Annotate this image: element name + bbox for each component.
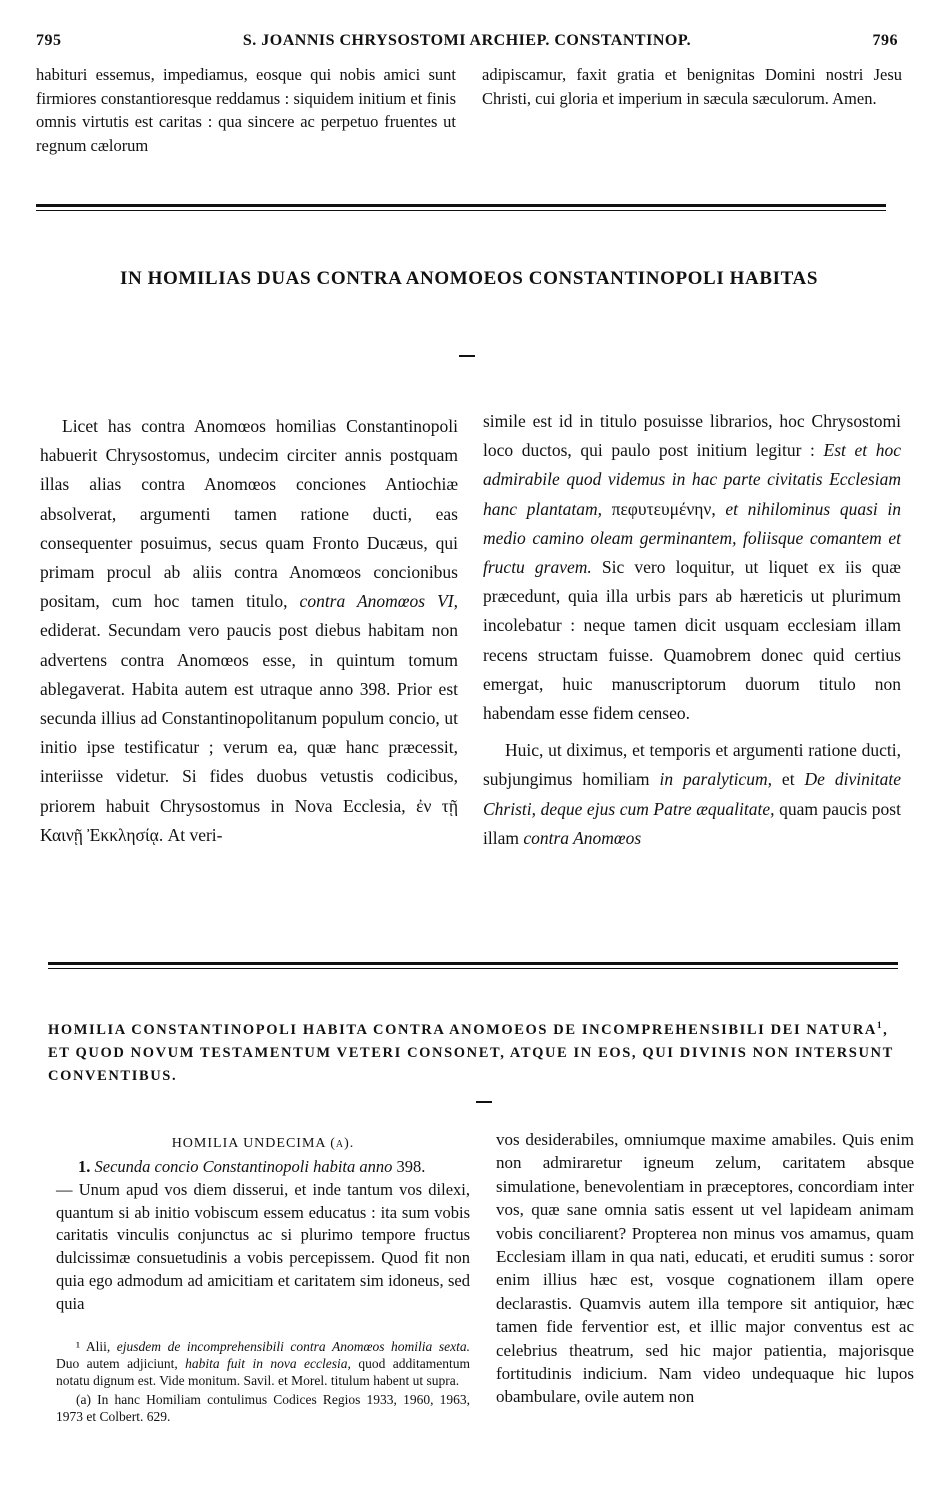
title-dash bbox=[459, 355, 475, 357]
homily-column-right bbox=[496, 1128, 914, 1409]
paragraph-number: 1. bbox=[78, 1157, 91, 1176]
homily-title bbox=[48, 1014, 910, 1088]
homily-right-text: vos desiderabiles, omniumque maxime amabiles. Quis enim non admiraretur igneum zelum, caritatem absque simulatione, benevolentiam in præceptores, concordiam inter vos, quæ sane omnia satis essent ut vel lapideam animam vobis conciliarent? Propterea non minus vos amamus, quam Ecclesiam illam in qua nati, educati, et eruditi sumus : soror enim illius hæc est, vosque cognationem illam opere declarastis. Quamvis autem illa tempore sit antiquior, hæc tamen fide ferventior est, et illic major conventus est ac celebrius theatrum, sed hic major patientia, majorisque fortitudinis indicium. Nam video undequaque hic lupos obambulare, ovile autem non bbox=[496, 1130, 914, 1407]
text-segment: Huic, ut diximus, et temporis et argumenti ratione ducti, subjungimus homiliam bbox=[483, 740, 901, 790]
italic-segment: contra Anomœos VI bbox=[299, 591, 454, 612]
text-segment: simile est id in titulo posuisse librarios, hoc Chrysostomi loco ductos, qui paulo post initium legitur : bbox=[483, 411, 901, 461]
homily-title-footnote-marker: 1 bbox=[876, 1020, 884, 1030]
text-segment: πεφυτευμένην, bbox=[602, 498, 726, 519]
section-divider-top bbox=[36, 204, 886, 211]
page-number-left: 795 bbox=[36, 32, 62, 49]
intro-left-paragraph bbox=[40, 412, 458, 850]
homily-left-text: — Unum apud vos diem disserui, et inde tantum vos dilexi, quantum si ab initio vobiscum essem educatus : ita sum vobis caritatis vinculis conjunctus ac si plurimo tempore fructus dulcissimæ consuetudinis a vobis percepissem. Quod fit non quia ego admodum ad amicitiam et caritatem sim idoneus, sed quia bbox=[56, 1179, 470, 1313]
italic-segment: habita fuit in nova ecclesia, bbox=[185, 1355, 351, 1371]
text-segment: Duo autem adjiciunt, bbox=[56, 1355, 186, 1371]
page-number-right: 796 bbox=[872, 32, 898, 49]
intro-right-paragraph-2 bbox=[483, 736, 901, 853]
homily-title-main: HOMILIA CONSTANTINOPOLI HABITA CONTRA ANOMOEOS DE INCOMPREHENSIBILI DEI NATURA bbox=[48, 1021, 877, 1038]
homily-left-body bbox=[56, 1156, 470, 1316]
homily-column-left bbox=[56, 1136, 470, 1427]
intro-column-left bbox=[40, 412, 458, 850]
running-head bbox=[36, 32, 898, 56]
section-divider-bottom bbox=[48, 962, 898, 969]
italic-segment: et nihilominus quasi in medio camino oleam germinantem, foliisque comantem et fructu gravem. bbox=[483, 498, 902, 578]
footnotes bbox=[56, 1338, 470, 1425]
italic-segment: De divinitate Christi, deque ejus cum Patre æqualitate, bbox=[483, 769, 901, 819]
text-segment: , ediderat. Secundam vero paucis post diebus habitam non advertens contra Anomœos esse, in quintum tomum ablegaverat. Habita autem est utraque anno 398. Prior est secunda illius ad Constantinopolitanum populum concio, ut initio ipse testificatur ; verum ea, quæ hanc præcessit, interiisse videtur. Si fides duobus vetustis codicibus, priorem habuit Chrysostomus in Nova Ecclesia, ἐν τῇ Καινῇ Ἐκκλησίᾳ. At veri- bbox=[40, 591, 458, 845]
homily-title-dash bbox=[476, 1101, 492, 1103]
text-segment: quod additamentum notatu dignum est. Vide monitum. Savil. et Morel. titulum habent ut supra. bbox=[56, 1355, 470, 1388]
italic-segment: Est et hoc admirabile quod videmus in hac parte civitatis Ecclesiam hanc plantatam, bbox=[483, 440, 901, 519]
intro-section-title: IN HOMILIAS DUAS CONTRA ANOMOEOS CONSTANTINOPOLI HABITAS bbox=[119, 268, 818, 289]
text-segment: quam paucis post illam bbox=[483, 798, 901, 848]
footnote-1 bbox=[56, 1338, 470, 1389]
italic-segment: in paralyticum, bbox=[659, 769, 772, 790]
text-segment: Licet has contra Anomœos homilias Constantinopoli habuerit Chrysostomus, undecim circiter annis postquam illas alias contra Anomœos conciones Antiochiæ absolverat, argumenti tamen ratione ducti, eas consequenter posuimus, secus quam Fronto Ducæus, qui primam procul ab aliis contra Anomœos concionibus positam, cum hoc tamen titulo, bbox=[40, 416, 458, 612]
intro-column-right bbox=[483, 407, 901, 853]
intro-right-paragraph-1 bbox=[483, 407, 901, 728]
top-left-text: habituri essemus, impediamus, eosque qui nobis amici sunt firmiores constantioresque reddamus : siquidem initium et finis omnis virtutis est caritas : qua sincere ac perpetuo fruentes ut regnum cælorum bbox=[36, 65, 456, 155]
homily-title-rest: , ET QUOD NOVUM TESTAMENTUM VETERI CONSONET, ATQUE IN EOS, QUI DIVINIS NON INTERSUNT CONVENTIBUS. bbox=[48, 1021, 894, 1084]
text-segment: et bbox=[771, 769, 805, 790]
top-column-left bbox=[36, 63, 456, 157]
footnote-2: (a) In hanc Homiliam contulimus Codices Regios 1933, 1960, 1963, 1973 et Colbert. 629. bbox=[56, 1391, 470, 1424]
running-title: S. JOANNIS CHRYSOSTOMI ARCHIEP. CONSTANTINOP. bbox=[242, 32, 692, 49]
homily-left-italic: Secunda concio Constantinopoli habita anno bbox=[94, 1157, 393, 1176]
italic-segment: contra Anomœos bbox=[523, 827, 642, 848]
top-column-right bbox=[482, 63, 902, 110]
text-segment: ¹ Alii, bbox=[76, 1338, 117, 1354]
homily-left-year: 398. bbox=[396, 1157, 426, 1176]
homily-subhead: HOMILIA UNDECIMA (a). bbox=[171, 1136, 355, 1151]
top-right-text: adipiscamur, faxit gratia et benignitas Domini nostri Jesu Christi, cui gloria et imperium in sæcula sæculorum. Amen. bbox=[482, 65, 902, 108]
text-segment: Sic vero loquitur, ut liquet ex iis quæ præcedunt, quia illa urbis pars ab hæreticis ut plurimum incolebatur : neque tamen dicit usquam ecclesiam illam recens structam fuisse. Quamobrem donec quid certius emergat, huic manuscriptorum duorum titulo non habendam esse fidem censeo. bbox=[483, 557, 901, 724]
italic-segment: ejusdem de incomprehensibili contra Anomœos homilia sexta. bbox=[116, 1338, 470, 1354]
